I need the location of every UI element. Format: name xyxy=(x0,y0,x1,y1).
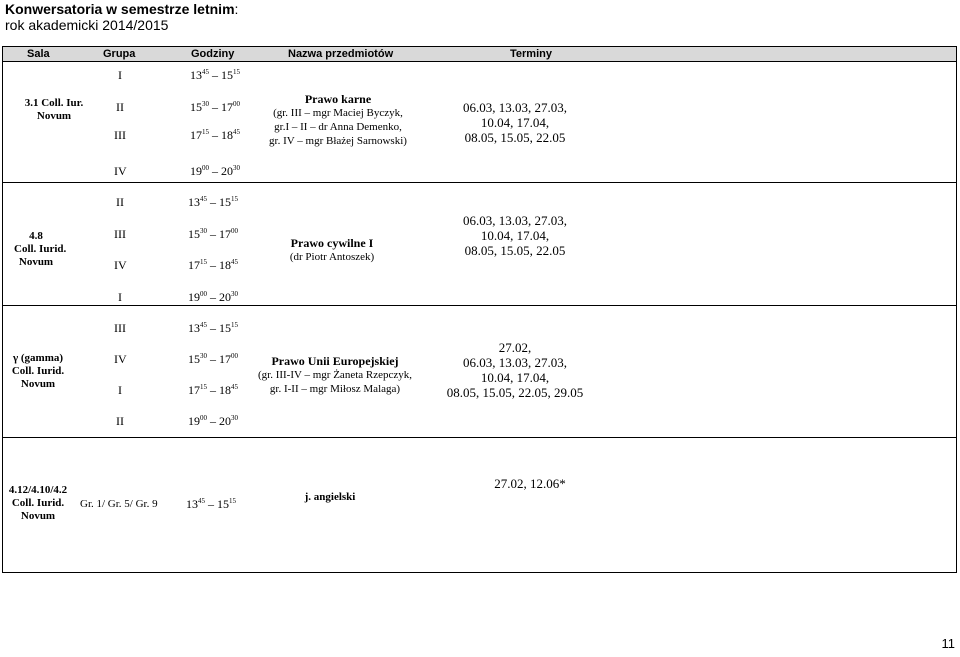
date-line: 06.03, 13.03, 27.03, xyxy=(463,355,567,370)
subject-cell xyxy=(262,236,402,264)
title-bold: Konwersatoria w semestrze letnim xyxy=(5,1,235,17)
group-label: III xyxy=(114,128,126,142)
date-line: 08.05, 15.05, 22.05, 29.05 xyxy=(446,385,584,400)
time-range: $15^{30} - 17^{00}$ xyxy=(190,100,240,114)
group-label: IV xyxy=(114,164,127,178)
room-cell xyxy=(8,352,68,391)
time-range: $17^{15} - 18^{45}$ xyxy=(188,383,238,397)
group-label: II xyxy=(116,414,124,428)
group-label: I xyxy=(118,383,122,397)
subject-name: Prawo karne xyxy=(304,92,372,106)
room-line: Novum xyxy=(20,378,56,390)
date-line: 08.05, 15.05, 22.05 xyxy=(464,243,566,258)
room-line: Coll. Iurid. xyxy=(11,497,65,509)
header-terminy: Terminy xyxy=(510,48,552,60)
title-year: rok akademicki 2014/2015 xyxy=(5,17,169,33)
room-line: Coll. Iurid. xyxy=(14,243,67,255)
dates-cell xyxy=(420,340,610,400)
block-divider xyxy=(2,182,957,183)
header-sala: Sala xyxy=(27,48,50,60)
header-nazwa: Nazwa przedmiotów xyxy=(288,48,394,60)
group-label: II xyxy=(116,100,124,114)
title-colon: : xyxy=(234,1,239,17)
instructor-line: (dr Piotr Antoszek) xyxy=(289,251,375,263)
instructor-line: gr.I – II – dr Anna Demenko, xyxy=(274,121,402,133)
room-line: Novum xyxy=(20,510,56,522)
time-range: $13^{45} - 15^{15}$ xyxy=(190,68,240,82)
instructor-line: gr. I-II – mgr Miłosz Malaga) xyxy=(269,383,401,395)
subject-name: Prawo cywilne I xyxy=(290,236,374,250)
room-line: 4.8 xyxy=(29,230,43,242)
time-range: $17^{15} - 18^{45}$ xyxy=(190,128,240,142)
time-range: $19^{00} - 20^{30}$ xyxy=(190,164,240,178)
subject-cell xyxy=(290,490,370,504)
time-range: $13^{45} - 15^{15}$ xyxy=(188,321,238,335)
room-line: 4.12/4.10/4.2 xyxy=(8,484,68,496)
time-range: $13^{45} - 15^{15}$ xyxy=(188,195,238,209)
room-line: γ (gamma) xyxy=(12,352,64,364)
group-label: III xyxy=(114,321,126,335)
dates-cell xyxy=(470,477,590,491)
group-label: I xyxy=(118,68,122,82)
room-line: Novum xyxy=(18,256,54,268)
group-label: IV xyxy=(114,352,127,366)
page-number: 11 xyxy=(941,636,955,651)
header-grupa: Grupa xyxy=(103,48,136,60)
room-cell xyxy=(14,230,67,269)
block-divider xyxy=(2,437,957,438)
room-line: Novum xyxy=(36,110,72,122)
instructor-line: gr. IV – mgr Błażej Sarnowski) xyxy=(269,135,407,147)
header-godziny: Godziny xyxy=(191,48,235,60)
subject-cell xyxy=(245,354,425,396)
date-line: 08.05, 15.05, 22.05 xyxy=(464,130,566,145)
group-label: Gr. 1/ Gr. 5/ Gr. 9 xyxy=(80,498,158,510)
time-range: $15^{30} - 17^{00}$ xyxy=(188,352,238,366)
group-label: II xyxy=(116,195,124,209)
instructor-line: (gr. III – mgr Maciej Byczyk, xyxy=(273,107,403,119)
group-label: III xyxy=(114,227,126,241)
subject-name: j. angielski xyxy=(304,491,356,503)
date-line: 06.03, 13.03, 27.03, xyxy=(463,213,567,228)
room-line: 3.1 Coll. Iur. xyxy=(24,97,84,109)
dates-cell xyxy=(440,213,590,258)
time-range: $19^{00} - 20^{30}$ xyxy=(188,290,238,304)
date-line: 06.03, 13.03, 27.03, xyxy=(463,100,567,115)
subject-name: Prawo Unii Europejskiej xyxy=(271,354,399,368)
page-title xyxy=(5,1,238,33)
time-range: $15^{30} - 17^{00}$ xyxy=(188,227,238,241)
time-range: $17^{15} - 18^{45}$ xyxy=(188,258,238,272)
group-label: I xyxy=(118,290,122,304)
date-line: 10.04, 17.04, xyxy=(480,228,550,243)
instructor-line: (gr. III-IV – mgr Żaneta Rzepczyk, xyxy=(257,369,413,381)
block-divider xyxy=(2,305,957,306)
table-header xyxy=(2,46,957,62)
room-cell xyxy=(3,484,73,523)
date-line: 27.02, xyxy=(498,340,532,355)
date-line: 10.04, 17.04, xyxy=(480,115,550,130)
dates-cell xyxy=(440,100,590,145)
time-range: $19^{00} - 20^{30}$ xyxy=(188,414,238,428)
time-range: $13^{45} - 15^{15}$ xyxy=(186,497,236,511)
room-line: Coll. Iurid. xyxy=(11,365,65,377)
date-line: 10.04, 17.04, xyxy=(480,370,550,385)
room-cell xyxy=(14,97,94,123)
group-label: IV xyxy=(114,258,127,272)
date-line: 27.02, 12.06* xyxy=(494,476,566,491)
subject-cell xyxy=(258,92,418,148)
